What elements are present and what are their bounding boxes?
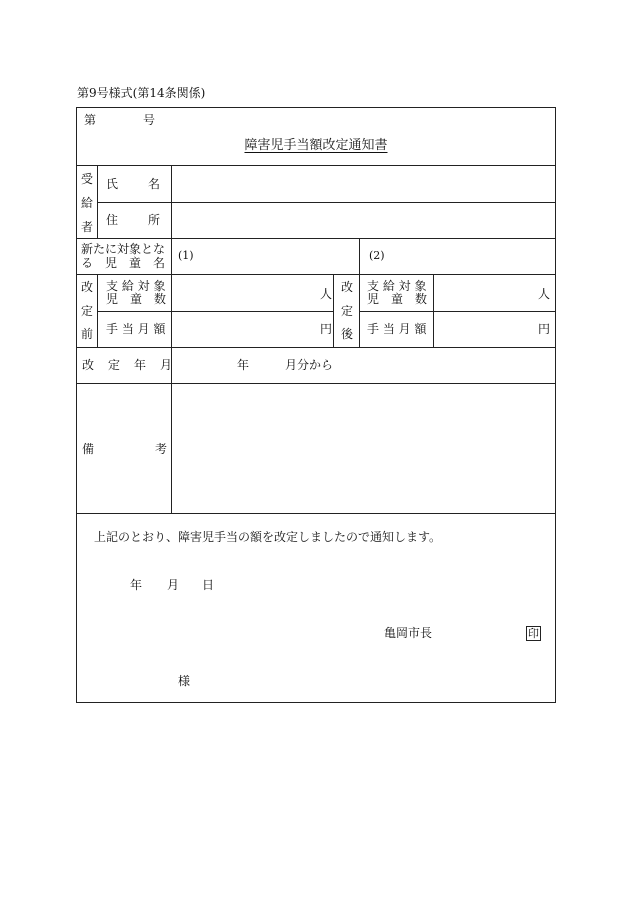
- notice-month: 月: [167, 578, 180, 592]
- new-child-label-line1: 新たに対象とな: [81, 242, 166, 256]
- before-children-label-line2: 児 童 数: [106, 292, 167, 306]
- address-label: 住 所: [106, 213, 163, 227]
- form-reference: 第9号様式(第14条関係): [77, 86, 206, 100]
- before-amount-unit: 円: [320, 322, 333, 336]
- before-label-char: 定: [81, 304, 94, 318]
- name-label: 氏 名: [106, 177, 163, 191]
- notice-year: 年: [130, 578, 143, 592]
- divider: [76, 513, 556, 514]
- number-prefix: 第: [84, 113, 97, 127]
- revision-date-label: 改 定 年 月: [82, 358, 174, 372]
- number-suffix: 号: [143, 113, 156, 127]
- document-title: [76, 134, 556, 153]
- remarks-label-right: 考: [155, 442, 168, 456]
- before-label: [76, 275, 97, 347]
- recipient-label-char: 受: [81, 172, 94, 186]
- divider: [97, 165, 98, 238]
- remarks-label-left: 備: [82, 442, 95, 456]
- new-child-slot-1[interactable]: (1): [178, 249, 194, 262]
- divider: [433, 274, 434, 347]
- divider: [76, 274, 556, 275]
- recipient-label-char: 者: [81, 220, 94, 234]
- before-children-label-line1: 支 給 対 象: [106, 279, 166, 293]
- after-children-label-line1: 支 給 対 象: [367, 279, 427, 293]
- new-child-slot-2[interactable]: (2): [369, 249, 385, 262]
- remarks-field[interactable]: [172, 384, 555, 513]
- addressee-suffix: 様: [178, 674, 191, 688]
- notice-text: 上記のとおり、障害児手当の額を改定しましたので通知します。: [94, 530, 442, 544]
- issuer-name: 亀岡市長: [384, 626, 433, 640]
- before-label-char: 改: [81, 280, 94, 294]
- after-label-char: 後: [341, 327, 354, 341]
- revision-year: 年: [237, 358, 250, 372]
- after-children-unit: 人: [538, 287, 551, 301]
- seal-box: 印: [528, 627, 539, 640]
- after-label-char: 改: [341, 280, 354, 294]
- recipient-label: [76, 166, 97, 238]
- after-label-char: 定: [341, 304, 354, 318]
- after-amount-label: 手 当 月 額: [367, 322, 427, 336]
- divider: [359, 238, 360, 274]
- divider: [76, 347, 556, 348]
- divider: [76, 238, 556, 239]
- divider: [97, 311, 333, 312]
- after-children-label-line2: 児 童 数: [367, 292, 428, 306]
- notice-day: 日: [202, 578, 215, 592]
- address-field[interactable]: [172, 203, 555, 238]
- new-child-label-line2: る 児 童 名: [81, 256, 166, 270]
- recipient-label-char: 給: [81, 196, 94, 210]
- name-field[interactable]: [172, 166, 555, 202]
- before-children-unit: 人: [320, 287, 333, 301]
- divider: [97, 274, 98, 347]
- after-amount-unit: 円: [538, 322, 551, 336]
- document-title-text: 障害児手当額改定通知書: [244, 138, 388, 153]
- before-label-char: 前: [81, 327, 94, 341]
- before-amount-label: 手 当 月 額: [106, 322, 166, 336]
- revision-month-from: 月分から: [285, 358, 334, 372]
- divider: [359, 274, 360, 347]
- divider: [360, 311, 556, 312]
- after-label: [334, 275, 359, 347]
